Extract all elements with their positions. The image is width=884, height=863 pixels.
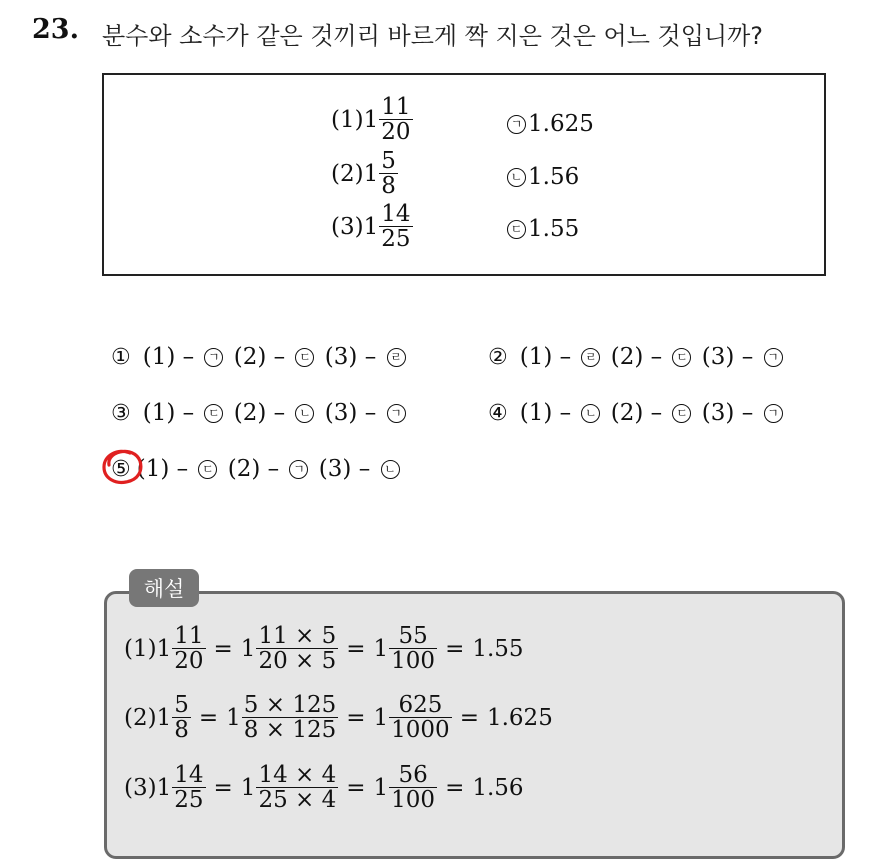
answer-mark-circle [100, 447, 146, 487]
fraction [172, 625, 205, 673]
denominator: 25 [381, 226, 411, 252]
decimal-item-2 [507, 164, 579, 190]
circled-mark: ㄷ [204, 404, 223, 423]
fraction [379, 203, 412, 251]
circled-mark: ㄷ [295, 348, 314, 367]
option-number: ② [488, 344, 508, 370]
denominator: 20 × 5 [258, 648, 337, 674]
mixed-whole: 1 [240, 636, 256, 662]
pair-label: (1) [519, 344, 553, 370]
equals-sign: = [198, 705, 219, 731]
pair-label: (2) [610, 344, 644, 370]
circled-mark: ㄱ [204, 348, 223, 367]
numerator: 56 [398, 762, 428, 788]
mixed-whole: 1 [226, 705, 241, 731]
mixed-whole: 1 [156, 636, 172, 662]
pair-label: (2) [233, 344, 267, 370]
option-number: ① [111, 344, 131, 370]
mixed-whole: 1 [156, 705, 172, 731]
option-3[interactable]: ③ (1) – ㄷ (2) – ㄴ (3) – ㄱ [111, 400, 409, 426]
pair-label: (3) [701, 400, 735, 426]
option-4[interactable]: ④ (1) – ㄴ (2) – ㄷ (3) – ㄱ [488, 400, 786, 426]
fraction [256, 625, 338, 673]
pair-label: (1) [142, 344, 176, 370]
equals-sign: = [445, 775, 465, 801]
numerator: 11 × 5 [258, 623, 337, 649]
pair-label: (3) [701, 344, 735, 370]
denominator: 8 [174, 717, 189, 743]
decimal-item-3 [507, 216, 579, 242]
circled-mark: ㄷ [672, 348, 691, 367]
numerator: 11 [381, 94, 411, 120]
box-row-2 [331, 150, 398, 198]
decimal-item-1 [507, 111, 594, 137]
row-label: (1) [124, 636, 157, 662]
fraction [389, 764, 437, 812]
pair-label: (1) [136, 456, 170, 482]
numerator: 5 [174, 692, 189, 718]
circled-mark: ㄴ [381, 460, 400, 479]
fraction [242, 694, 338, 742]
numerator: 14 × 4 [258, 762, 337, 788]
denominator: 8 [381, 173, 396, 199]
equals-sign: = [346, 705, 366, 731]
decimal-value: 1.56 [528, 164, 580, 190]
pair-label: (2) [233, 400, 267, 426]
question-number: 23. [32, 14, 79, 45]
solution-row-3 [124, 764, 524, 812]
denominator: 1000 [391, 717, 450, 743]
pair-label: (1) [519, 400, 553, 426]
circled-mark: ㄱ [764, 348, 783, 367]
pair-label: (1) [142, 400, 176, 426]
fraction [389, 694, 452, 742]
circled-mark: ㄴ [581, 404, 600, 423]
mixed-whole: 1 [156, 775, 172, 801]
mixed-whole: 1 [373, 636, 389, 662]
option-number: ⑤ [111, 456, 131, 482]
result-value: 1.625 [486, 705, 553, 731]
denominator: 25 [174, 787, 204, 813]
fraction [379, 150, 398, 198]
pair-label: (2) [610, 400, 644, 426]
equals-sign: = [459, 705, 479, 731]
question-text: 분수와 소수가 같은 것끼리 바르게 짝 지은 것은 어느 것입니까? [102, 22, 763, 50]
denominator: 100 [391, 787, 436, 813]
result-value: 1.55 [472, 636, 524, 662]
option-5[interactable]: ⑤ (1) – ㄷ (2) – ㄱ (3) – ㄴ [111, 456, 403, 482]
circled-mark: ㄹ [581, 348, 600, 367]
numerator: 625 [398, 692, 443, 718]
circled-mark: ㄷ [198, 460, 217, 479]
circled-mark: ㄱ [764, 404, 783, 423]
equals-sign: = [445, 636, 465, 662]
solution-row-1 [124, 625, 524, 673]
row-label: (3) [124, 775, 157, 801]
numerator: 5 [381, 148, 396, 174]
mixed-whole: 1 [373, 705, 389, 731]
mixed-whole: 1 [363, 214, 379, 240]
numerator: 14 [381, 201, 411, 227]
matching-box [102, 73, 826, 276]
pair-label: (3) [324, 400, 358, 426]
equals-sign: = [346, 775, 366, 801]
fraction [389, 625, 437, 673]
mixed-whole: 1 [363, 161, 379, 187]
circled-mark: ㄱ [289, 460, 308, 479]
box-row-1 [331, 96, 413, 144]
denominator: 20 [381, 119, 411, 145]
circled-mark: ㄴ [295, 404, 314, 423]
box-row-3 [331, 203, 413, 251]
fraction [172, 764, 205, 812]
row-label: (1) [331, 107, 364, 133]
circled-mark: ㄷ [672, 404, 691, 423]
option-2[interactable]: ② (1) – ㄹ (2) – ㄷ (3) – ㄱ [488, 344, 786, 370]
result-value: 1.56 [472, 775, 524, 801]
circled-mark: ㄱ [507, 115, 526, 134]
numerator: 11 [174, 623, 204, 649]
pair-label: (3) [318, 456, 352, 482]
circled-mark: ㄱ [387, 404, 406, 423]
equals-sign: = [213, 636, 233, 662]
row-label: (2) [331, 161, 364, 187]
option-number: ③ [111, 400, 131, 426]
decimal-value: 1.55 [528, 216, 580, 242]
denominator: 25 × 4 [258, 787, 337, 813]
row-label: (2) [124, 705, 157, 731]
pair-label: (3) [324, 344, 358, 370]
mixed-whole: 1 [240, 775, 256, 801]
denominator: 100 [391, 648, 436, 674]
denominator: 20 [174, 648, 204, 674]
circled-mark: ㄴ [507, 168, 526, 187]
circled-mark: ㄷ [507, 220, 526, 239]
fraction [256, 764, 338, 812]
equals-sign: = [346, 636, 366, 662]
solution-tag: 해설 [129, 569, 199, 607]
option-number: ④ [488, 400, 508, 426]
decimal-value: 1.625 [528, 111, 594, 137]
numerator: 5 × 125 [243, 692, 337, 718]
mixed-whole: 1 [363, 107, 379, 133]
option-1[interactable]: ① (1) – ㄱ (2) – ㄷ (3) – ㄹ [111, 344, 409, 370]
fraction [379, 96, 412, 144]
row-label: (3) [331, 214, 364, 240]
numerator: 14 [174, 762, 204, 788]
pair-label: (2) [227, 456, 261, 482]
denominator: 8 × 125 [243, 717, 337, 743]
mixed-whole: 1 [373, 775, 389, 801]
equals-sign: = [213, 775, 233, 801]
fraction [172, 694, 191, 742]
solution-row-2 [124, 694, 553, 742]
numerator: 55 [398, 623, 428, 649]
circled-mark: ㄹ [387, 348, 406, 367]
